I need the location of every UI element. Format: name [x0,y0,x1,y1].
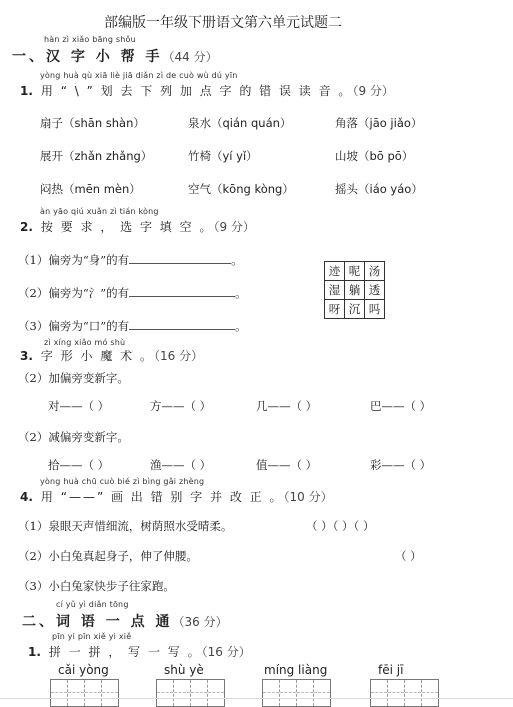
q1-pinyin-choice[interactable]: （qián quán） [211,116,292,130]
q3-heading [20,347,203,364]
q1-item [40,115,145,131]
q5-pinyin: pīn yi pīn xiě yi xiě [52,632,132,641]
q1-word: 扇子 [40,116,63,130]
q4-sentence: （2）小白兔真起身子，伸了伸腰。 [18,549,198,563]
q4-sentence: （3）小白兔家快步子往家跑。 [18,579,175,593]
q1-word: 竹椅 [188,149,211,163]
section-2-heading [22,611,228,631]
answer-blank[interactable] [129,253,231,264]
q1-item [335,181,423,197]
q1-word: 闷热 [40,182,63,196]
q4-answer-slots[interactable]: （ ）（ ）（ ） [306,519,375,533]
q1-item [335,148,413,164]
section-2-pinyin: cí yǔ yì diǎn tōng [56,600,129,609]
q2-number: 2. [20,220,33,234]
page-title: 部编版一年级下册语文第六单元试题二 [104,15,342,31]
q3-pinyin: zì xíng xiǎo mó shù [44,338,126,347]
q1-word: 摇头 [335,182,358,196]
q1-pinyin-choice[interactable]: （zhǎn zhǎng） [63,149,153,163]
q3-label: 字 形 小 魔 术 。 [40,349,154,363]
q1-pinyin-choice[interactable]: （kōng kòng） [211,182,294,196]
remove-radical-item[interactable]: 彩——（ ） [370,458,432,472]
page-bottom-divider [0,698,513,699]
q1-item [188,181,294,197]
q2-item [18,285,247,301]
q2-item-label: （3）偏旁为“口”的有 [18,319,130,333]
q1-pinyin-choice[interactable]: （bō pō） [358,149,414,163]
q1-pinyin-choice[interactable]: （jāo jiǎo） [358,116,423,130]
q4-score: （10 分） [283,490,333,504]
remove-radical-item[interactable]: 拾——（ ） [48,458,110,472]
add-radical-item[interactable]: 对——（ ） [48,399,110,413]
section-1-pinyin: hàn zì xiǎo bāng shǒu [44,35,136,44]
q5-score: （16 分） [201,645,251,659]
q1-pinyin-choice[interactable]: （yí yǐ） [211,149,258,163]
q3-sub2: （2）减偏旁变新字。 [18,430,129,444]
q1-item [188,148,258,164]
section-2-score: （36 分） [172,615,228,629]
grid-cell: 呀 [325,300,345,319]
word-pinyin: fēi jī [378,663,404,677]
q1-word: 角落 [335,116,358,130]
grid-cell: 沉 [345,300,365,319]
q5-heading [28,643,251,660]
writing-grid[interactable] [156,679,225,707]
q3-sub1: （2）加偏旁变新字。 [18,371,129,385]
q2-score: （9 分） [213,220,255,234]
q4-pinyin: yòng huà chū cuò bié zì bìng gǎi zhèng [40,477,205,486]
q2-item [18,252,243,268]
q2-item-label: （1）偏旁为“身”的有 [18,253,130,267]
grid-cell: 透 [365,281,385,300]
q4-number: 4. [20,490,33,504]
q2-pinyin: àn yāo qiú xuǎn zì tián kòng [40,207,159,216]
add-radical-item[interactable]: 几——（ ） [256,399,318,413]
answer-blank[interactable] [129,319,235,330]
section-1-heading [12,46,218,66]
q1-pinyin-choice[interactable]: （mēn mèn） [63,182,141,196]
q5-number: 1. [28,645,41,659]
q1-item [40,181,141,197]
q2-item-label: （2）偏旁为“氵”的有 [18,286,130,300]
q1-pinyin: yòng huà qù xiā liè jiā diǎn zì de cuò wù dú yīn [40,71,238,80]
character-grid [324,261,385,319]
writing-grid[interactable] [370,679,439,707]
remove-radical-item[interactable]: 值——（ ） [256,458,318,472]
grid-cell: 汤 [365,262,385,281]
add-radical-item[interactable]: 方——（ ） [150,399,212,413]
writing-grid[interactable] [50,679,119,707]
grid-cell: 呢 [345,262,365,281]
word-pinyin: míng liàng [264,663,328,677]
q5-label: 拼 一 拼 ， 写 一 写 。 [48,645,202,659]
q3-number: 3. [20,349,33,363]
q1-item [188,115,291,131]
grid-cell: 迹 [325,262,345,281]
writing-grid[interactable] [262,679,331,707]
q4-answer-slots[interactable]: （ ） [395,549,422,563]
answer-blank[interactable] [129,286,235,297]
q4-label: 用 “——” 画 出 错 别 字 并 改 正 。 [40,490,284,504]
q3-score: （16 分） [154,349,204,363]
add-radical-item[interactable]: 巴——（ ） [370,399,432,413]
grid-cell: 吗 [365,300,385,319]
q4-heading [20,488,333,505]
q1-label: 用 “ \ ” 划 去 下 列 加 点 字 的 错 误 读 音 。 [40,84,353,98]
q1-score: （9 分） [352,84,394,98]
period: 。 [235,319,247,333]
q1-word: 空气 [188,182,211,196]
q1-item [335,115,422,131]
section-1-score: （44 分） [162,50,218,64]
q2-label: 按 要 求 ， 选 字 填 空 。 [40,220,214,234]
word-pinyin: cǎi yòng [58,663,109,677]
q2-item [18,318,247,334]
q1-item [40,148,152,164]
q4-sentence: （1）泉眼天声惜细流，树荫照水受晴柔。 [18,519,233,533]
q1-heading [20,82,394,99]
remove-radical-item[interactable]: 渔——（ ） [150,458,212,472]
q1-pinyin-choice[interactable]: （shān shàn） [63,116,145,130]
q1-word: 泉水 [188,116,211,130]
q2-heading [20,218,255,235]
period: 。 [235,286,247,300]
word-pinyin: shù yè [164,663,204,677]
section-1-label: 一、汉 字 小 帮 手 [12,49,163,65]
grid-cell: 湿 [325,281,345,300]
q1-word: 山坡 [335,149,358,163]
grid-cell: 躺 [345,281,365,300]
q1-pinyin-choice[interactable]: （iáo yáo） [358,182,423,196]
period: 。 [231,253,243,267]
q1-word: 展开 [40,149,63,163]
q1-number: 1. [20,84,33,98]
section-2-label: 二、词 语 一 点 通 [22,614,173,630]
